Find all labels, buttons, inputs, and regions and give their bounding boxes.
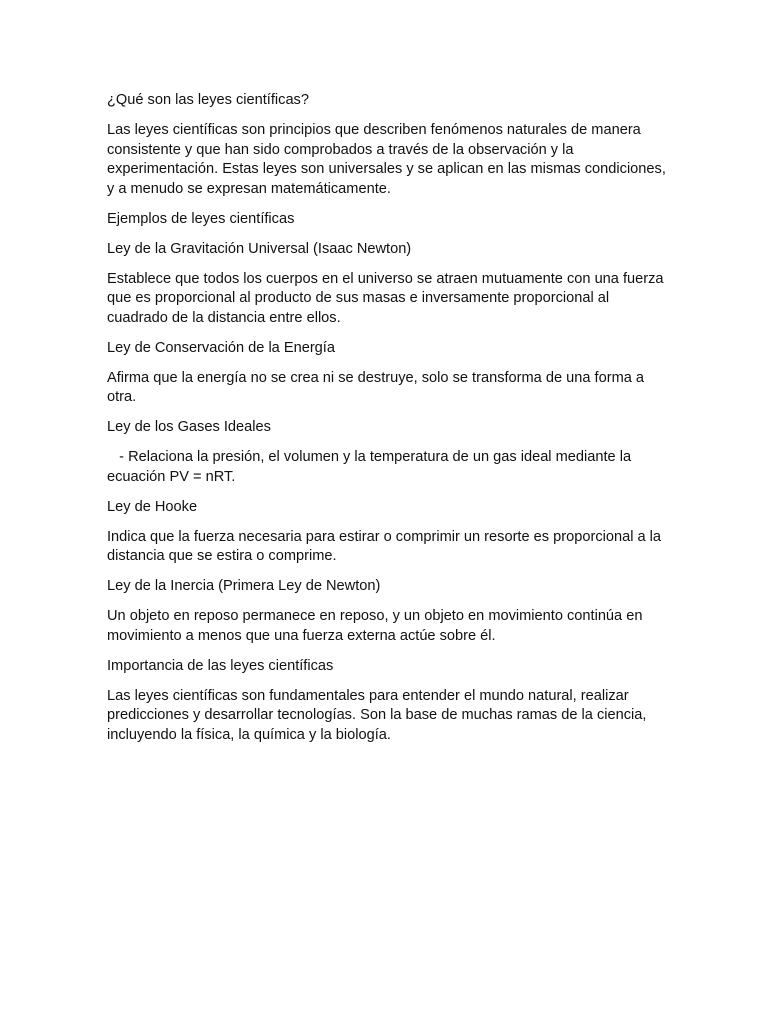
paragraph-definition: Las leyes científicas son principios que describen fenómenos naturales de manera consistente y que han sido comprobados a través de la observación y la experimentación. Estas leyes son universales y se aplican en las mismas condiciones, y a menudo se expresan matemáticamente. bbox=[107, 122, 670, 197]
paragraph-hooke: Indica que la fuerza necesaria para estirar o comprimir un resorte es proporcional a la distancia que se estira o comprime. bbox=[107, 528, 666, 564]
heading-inertia: Ley de la Inercia (Primera Ley de Newton) bbox=[107, 578, 381, 594]
paragraph-ideal-gases: - Relaciona la presión, el volumen y la temperatura de un gas ideal mediante la ecuación PV = nRT. bbox=[107, 449, 636, 485]
heading-examples: Ejemplos de leyes científicas bbox=[107, 210, 295, 227]
paragraph-energy-conservation: Afirma que la energía no se crea ni se destruye, solo se transforma de una forma a otra. bbox=[107, 369, 649, 405]
paragraph-gravitation: Establece que todos los cuerpos en el universo se atraen mutuamente con una fuerza que es proporcional al producto de sus masas e inversamente proporcional al cuadrado de la distancia entre ellos. bbox=[107, 270, 668, 326]
heading-hooke: Ley de Hooke bbox=[107, 498, 198, 515]
paragraph-importance: Las leyes científicas son fundamentales para entender el mundo natural, realizar predicciones y desarrollar tecnologías. Son la base de muchas ramas de la ciencia, incluyendo la física, la química y la biología. bbox=[107, 687, 651, 743]
paragraph-inertia: Un objeto en reposo permanece en reposo, y un objeto en movimiento continúa en movimiento a menos que una fuerza externa actúe sobre él. bbox=[107, 608, 647, 644]
heading-ideal-gases: Ley de los Gases Ideales bbox=[107, 419, 271, 435]
document-body bbox=[107, 91, 670, 756]
heading-importance: Importancia de las leyes científicas bbox=[107, 657, 334, 674]
heading-what-are-laws: ¿Qué son las leyes científicas? bbox=[107, 92, 309, 108]
heading-energy-conservation: Ley de Conservación de la Energía bbox=[107, 339, 335, 356]
heading-gravitation: Ley de la Gravitación Universal (Isaac Newton) bbox=[107, 240, 412, 257]
